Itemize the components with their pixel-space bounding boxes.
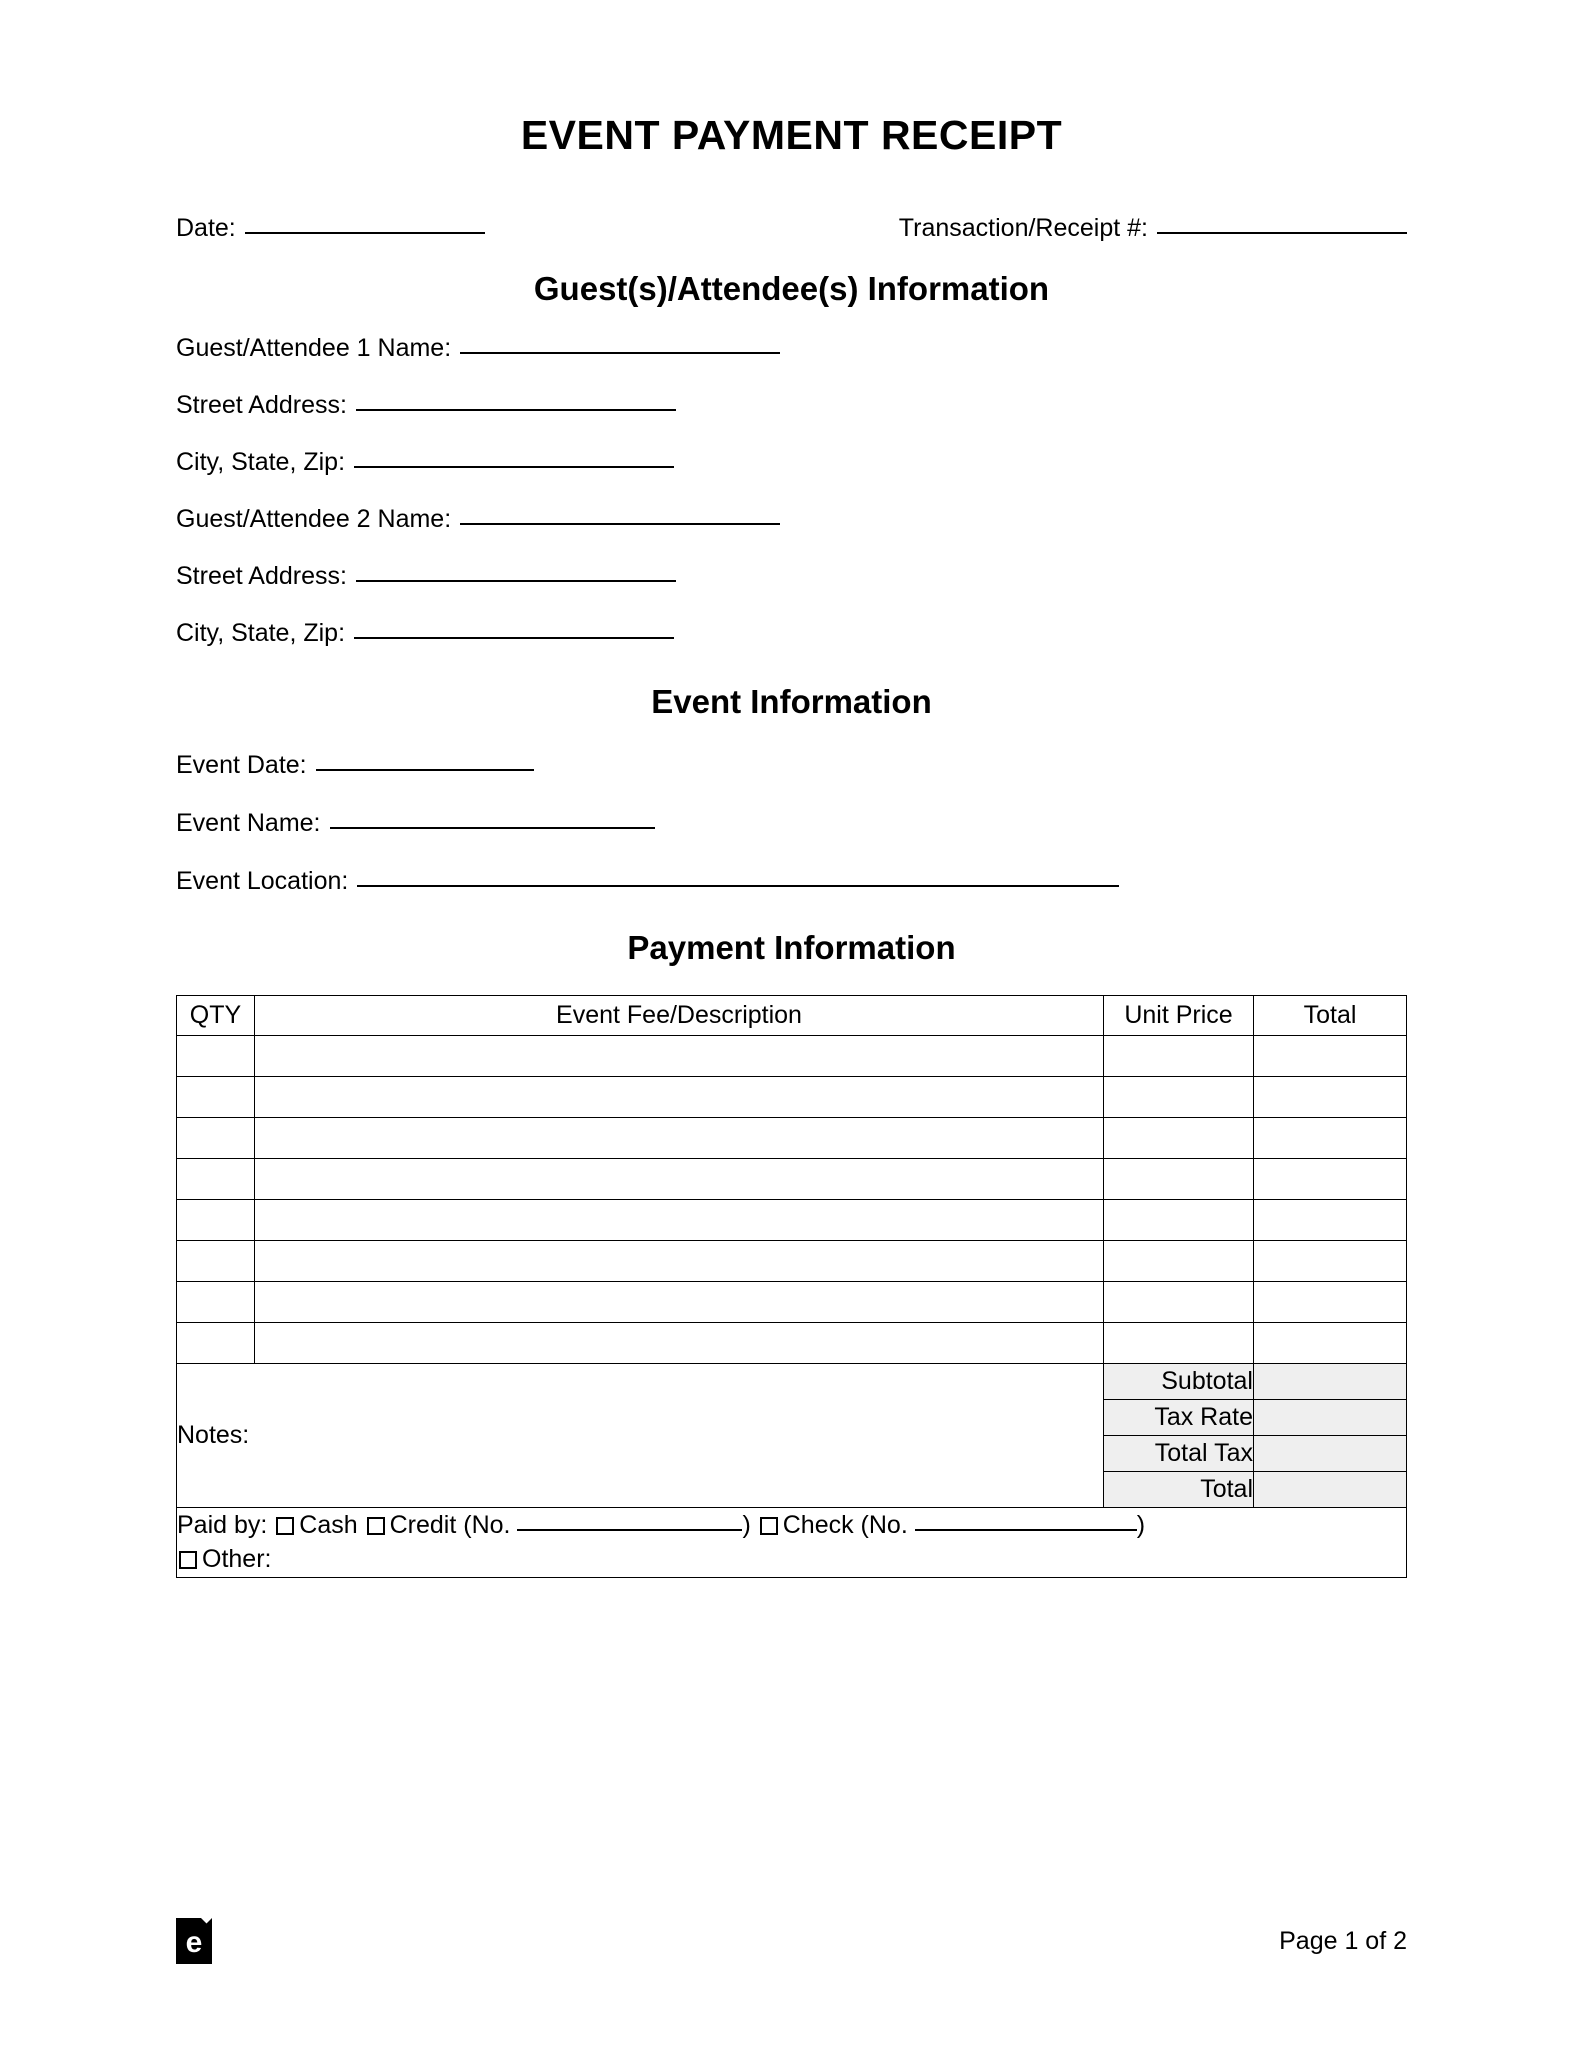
table-row[interactable] xyxy=(177,1322,1407,1363)
event-location-label: Event Location: xyxy=(176,866,349,895)
cell-total[interactable] xyxy=(1254,1322,1407,1363)
date-label: Date: xyxy=(176,214,236,242)
tax-rate-label: Tax Rate xyxy=(1104,1399,1254,1435)
total-tax-value[interactable] xyxy=(1254,1435,1407,1471)
guest-field-list xyxy=(176,334,1407,648)
cell-description[interactable] xyxy=(255,1199,1104,1240)
cell-total[interactable] xyxy=(1254,1158,1407,1199)
document-meta-row xyxy=(176,214,1407,243)
cell-qty[interactable] xyxy=(177,1322,255,1363)
guest2-citystatezip-label: City, State, Zip: xyxy=(176,619,346,648)
page-number: Page 1 of 2 xyxy=(1279,1926,1407,1955)
logo-fold-corner xyxy=(200,1917,213,1930)
guest2-name-label: Guest/Attendee 2 Name: xyxy=(176,505,452,534)
tax-rate-value[interactable] xyxy=(1254,1399,1407,1435)
event-location-input-line[interactable] xyxy=(357,885,1119,887)
cell-description[interactable] xyxy=(255,1158,1104,1199)
cell-description[interactable] xyxy=(255,1117,1104,1158)
column-header-unit-price: Unit Price xyxy=(1104,995,1254,1035)
cell-qty[interactable] xyxy=(177,1240,255,1281)
guest2-name-input-line[interactable] xyxy=(460,523,780,525)
guest2-street-input-line[interactable] xyxy=(356,580,676,582)
subtotal-label: Subtotal xyxy=(1104,1363,1254,1399)
event-date-label: Event Date: xyxy=(176,750,307,779)
page-footer xyxy=(176,1918,1407,1964)
check-close-paren: ) xyxy=(1136,1510,1146,1539)
guest1-citystatezip-label: City, State, Zip: xyxy=(176,448,346,477)
event-date-row xyxy=(176,751,1407,780)
paid-by-label: Paid by: xyxy=(177,1510,268,1539)
column-header-total: Total xyxy=(1254,995,1407,1035)
guest2-citystatezip-row xyxy=(176,619,1407,648)
cell-qty[interactable] xyxy=(177,1281,255,1322)
cell-unit-price[interactable] xyxy=(1104,1158,1254,1199)
event-name-row xyxy=(176,809,1407,838)
paid-by-line-1 xyxy=(177,1508,1406,1543)
notes-and-subtotal-row xyxy=(177,1363,1407,1399)
checkbox-other[interactable] xyxy=(179,1551,197,1569)
guest2-citystatezip-input-line[interactable] xyxy=(354,637,674,639)
date-input-line[interactable] xyxy=(245,232,485,234)
payment-section-heading: Payment Information xyxy=(627,928,956,966)
guest2-name-row xyxy=(176,505,1407,534)
guest1-citystatezip-row xyxy=(176,448,1407,477)
table-row[interactable] xyxy=(177,1076,1407,1117)
guest1-name-input-line[interactable] xyxy=(460,352,780,354)
receipt-number-field xyxy=(899,214,1407,243)
notes-label: Notes: xyxy=(177,1420,250,1449)
event-location-row xyxy=(176,867,1407,896)
cell-unit-price[interactable] xyxy=(1104,1035,1254,1076)
table-row[interactable] xyxy=(177,1117,1407,1158)
guest1-name-label: Guest/Attendee 1 Name: xyxy=(176,334,452,363)
table-header-row xyxy=(177,995,1407,1035)
column-header-description: Event Fee/Description xyxy=(255,995,1104,1035)
guest1-name-row xyxy=(176,334,1407,363)
event-section-heading: Event Information xyxy=(651,683,932,721)
cell-unit-price[interactable] xyxy=(1104,1281,1254,1322)
notes-cell[interactable] xyxy=(177,1363,1104,1507)
cell-unit-price[interactable] xyxy=(1104,1322,1254,1363)
total-value[interactable] xyxy=(1254,1471,1407,1507)
checkbox-check[interactable] xyxy=(760,1517,778,1535)
event-date-input-line[interactable] xyxy=(316,769,534,771)
table-row[interactable] xyxy=(177,1199,1407,1240)
cell-unit-price[interactable] xyxy=(1104,1117,1254,1158)
check-label: Check (No. xyxy=(782,1510,908,1539)
receipt-number-label: Transaction/Receipt #: xyxy=(898,214,1148,242)
check-number-input-line[interactable] xyxy=(915,1529,1137,1531)
logo-letter: e xyxy=(185,1926,203,1959)
cash-label: Cash xyxy=(299,1510,358,1539)
table-row[interactable] xyxy=(177,1281,1407,1322)
guest2-street-row xyxy=(176,562,1407,591)
guest1-street-row xyxy=(176,391,1407,420)
subtotal-value[interactable] xyxy=(1254,1363,1407,1399)
cell-unit-price[interactable] xyxy=(1104,1076,1254,1117)
cell-total[interactable] xyxy=(1254,1076,1407,1117)
event-name-input-line[interactable] xyxy=(330,827,655,829)
cell-total[interactable] xyxy=(1254,1281,1407,1322)
paid-by-cell xyxy=(177,1507,1407,1577)
credit-label: Credit (No. xyxy=(389,1510,511,1539)
page-title: EVENT PAYMENT RECEIPT xyxy=(520,112,1063,158)
credit-close-paren: ) xyxy=(742,1510,751,1539)
cell-total[interactable] xyxy=(1254,1117,1407,1158)
payment-table xyxy=(176,995,1407,1578)
guest2-street-label: Street Address: xyxy=(176,562,347,591)
guest-section-heading: Guest(s)/Attendee(s) Information xyxy=(533,270,1050,307)
cell-description[interactable] xyxy=(255,1076,1104,1117)
paid-by-line-2 xyxy=(177,1542,1406,1577)
cell-description[interactable] xyxy=(255,1035,1104,1076)
cell-qty[interactable] xyxy=(177,1076,255,1117)
event-name-label: Event Name: xyxy=(176,808,321,837)
cell-description[interactable] xyxy=(255,1240,1104,1281)
total-tax-label: Total Tax xyxy=(1104,1435,1254,1471)
table-row[interactable] xyxy=(177,1035,1407,1076)
guest1-street-input-line[interactable] xyxy=(356,409,676,411)
guest1-street-label: Street Address: xyxy=(176,391,347,420)
guest1-citystatezip-input-line[interactable] xyxy=(354,466,674,468)
paid-by-row xyxy=(177,1507,1407,1577)
table-row[interactable] xyxy=(177,1158,1407,1199)
cell-total[interactable] xyxy=(1254,1199,1407,1240)
cell-qty[interactable] xyxy=(177,1117,255,1158)
event-field-list xyxy=(176,751,1407,896)
cell-description[interactable] xyxy=(255,1322,1104,1363)
cell-qty[interactable] xyxy=(177,1158,255,1199)
credit-number-input-line[interactable] xyxy=(517,1529,742,1531)
cell-total[interactable] xyxy=(1254,1240,1407,1281)
checkbox-cash[interactable] xyxy=(276,1517,294,1535)
cell-description[interactable] xyxy=(255,1281,1104,1322)
checkbox-credit[interactable] xyxy=(367,1517,385,1535)
receipt-number-input-line[interactable] xyxy=(1157,232,1407,234)
eforms-logo-icon xyxy=(176,1918,212,1964)
table-row[interactable] xyxy=(177,1240,1407,1281)
date-field xyxy=(176,214,485,243)
cell-unit-price[interactable] xyxy=(1104,1240,1254,1281)
cell-unit-price[interactable] xyxy=(1104,1199,1254,1240)
cell-qty[interactable] xyxy=(177,1199,255,1240)
cell-qty[interactable] xyxy=(177,1035,255,1076)
other-label: Other: xyxy=(202,1545,272,1574)
cell-total[interactable] xyxy=(1254,1035,1407,1076)
column-header-qty: QTY xyxy=(177,995,255,1035)
total-label: Total xyxy=(1104,1471,1254,1507)
